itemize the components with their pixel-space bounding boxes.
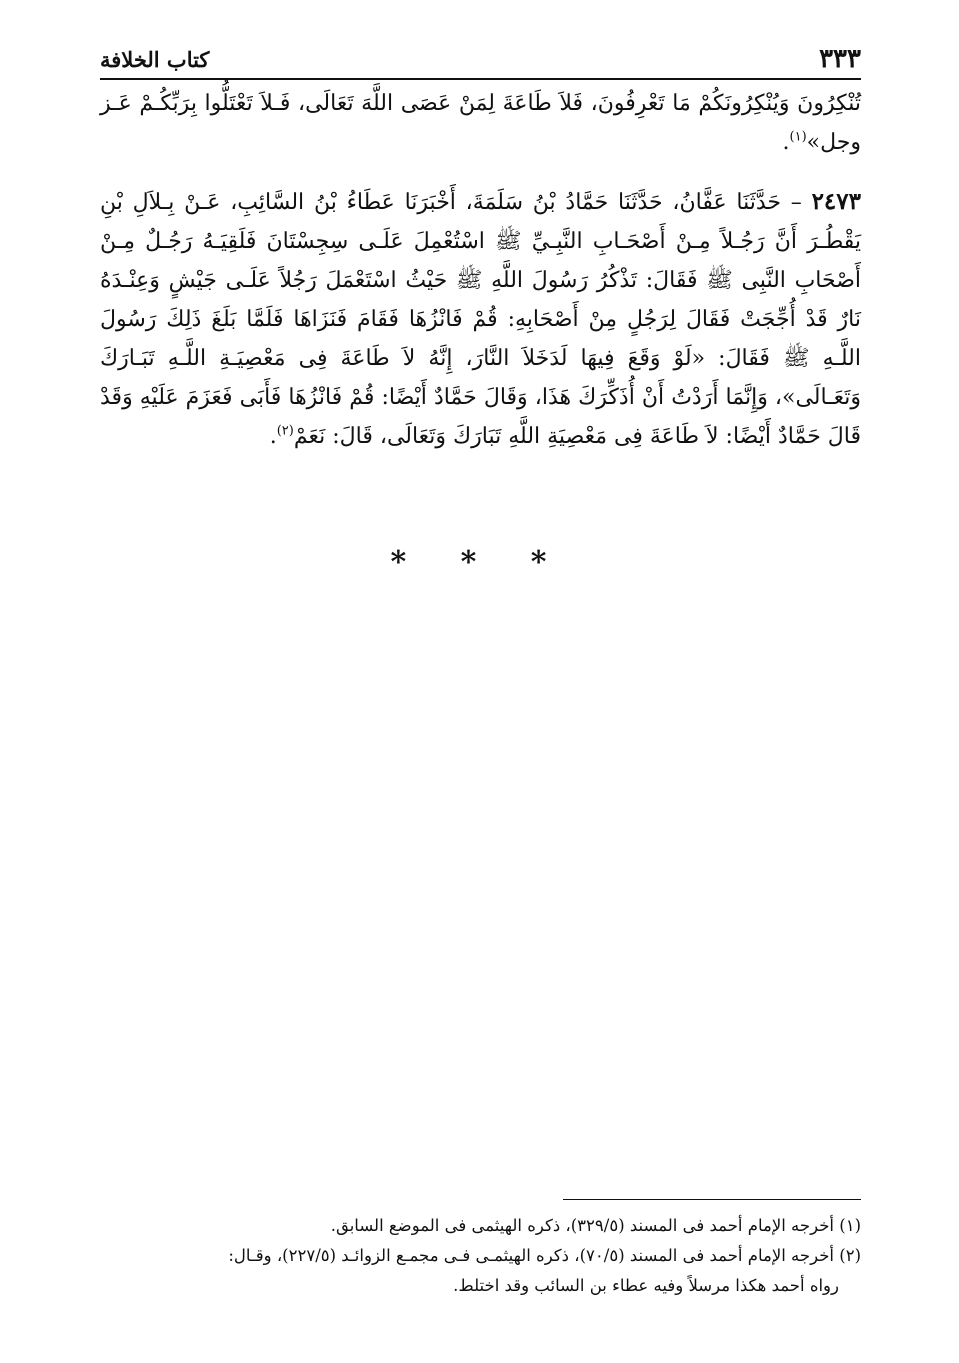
footnote-1: (١) أخرجه الإمام أحمد فى المسند (٣٢٩/٥)، ذكره الهيثمى فى الموضع السابق. xyxy=(330,1216,861,1235)
footnote-ref: (٢) xyxy=(276,423,294,439)
hadith-paragraph xyxy=(100,182,861,456)
section-separator: * * * xyxy=(390,545,569,580)
footnote-ref: (١) xyxy=(789,129,807,145)
paragraph-continuation xyxy=(100,84,861,162)
running-header xyxy=(100,34,861,80)
footnotes xyxy=(100,1211,861,1301)
page-number: ٣٣٣ xyxy=(819,44,861,74)
hadith-number: ٢٤٧٣ xyxy=(811,188,861,215)
main-text xyxy=(100,84,861,456)
hadith-text: – حَدَّثَنَا عَفَّانُ، حَدَّثَنَا حَمَّادُ بْنُ سَلَمَةَ، أَخْبَرَنَا عَطَاءُ بْنُ السَّائِبِ، عَـنْ بِـلاَلِ بْنِ يَقْطُـرَ أَنَّ رَجُـلاً مِـنْ أَصْحَـابِ النَّبِـيِّ ﷺ اسْتُعْمِلَ عَلَـى سِجِسْتَانَ فَلَقِيَـهُ رَجُـلٌ مِـنْ أَصْحَابِ النَّبِى ﷺ فَقَالَ: تَذْكُرُ رَسُولَ اللَّهِ ﷺ حَيْثُ اسْتَعْمَلَ رَجُلاً عَلَـى جَيْشٍ وَعِنْـدَهُ نَارٌ قَدْ أُجِّجَتْ فَقَالَ لِرَجُلٍ مِنْ أَصْحَابِهِ: قُمْ فَانْزُهَا فَقَامَ فَنَزَاهَا فَلَمَّا بَلَغَ ذَلِكَ رَسُولَ اللَّـهِ ﷺ فَقَالَ: «لَوْ وَقَعَ فِيهَا لَدَخَلاَ النَّارَ، إِنَّهُ لاَ طَاعَةَ فِى مَعْصِيَـةِ اللَّـهِ تَبَـارَكَ وَتَعَـالَى»، وَإِنَّمَا أَرَدْتُ أَنْ أُذَكِّرَكَ هَذَا، وَقَالَ حَمَّادٌ أَيْضًا: قُمْ فَانْزُهَا فَأَبَى فَعَزَمَ عَلَيْهِ وَقَدْ قَالَ حَمَّادٌ أَيْضًا: لاَ طَاعَةَ فِى مَعْصِيَةِ اللَّهِ تَبَارَكَ وَتَعَالَى، قَالَ: نَعَمْ xyxy=(100,190,861,449)
footnote-2: (٢) أخرجه الإمام أحمد فى المسند (٧٠/٥)، ذكره الهيثمـى فـى مجمـع الزوائـد (٢٢٧/٥)، وقـال: xyxy=(228,1246,861,1265)
paragraph-text: تُنْكِرُونَ وَيُنْكِرُونَكُمْ مَا تَعْرِفُونَ، فَلاَ طَاعَةَ لِمَنْ عَصَى اللَّهَ تَعَالَى، فَـلاَ تَعْتَلُّوا بِرَبِّكُـمْ عَـز وجل» xyxy=(100,91,861,155)
paragraph-end: . xyxy=(782,130,790,155)
footnote-rule xyxy=(563,1199,861,1200)
footnote-2-continuation: رواه أحمد هكذا مرسلاً وفيه عطاء بن السائب وقد اختلط. xyxy=(453,1276,839,1295)
paragraph-end: . xyxy=(269,424,277,449)
book-title: كتاب الخلافة xyxy=(100,47,210,72)
